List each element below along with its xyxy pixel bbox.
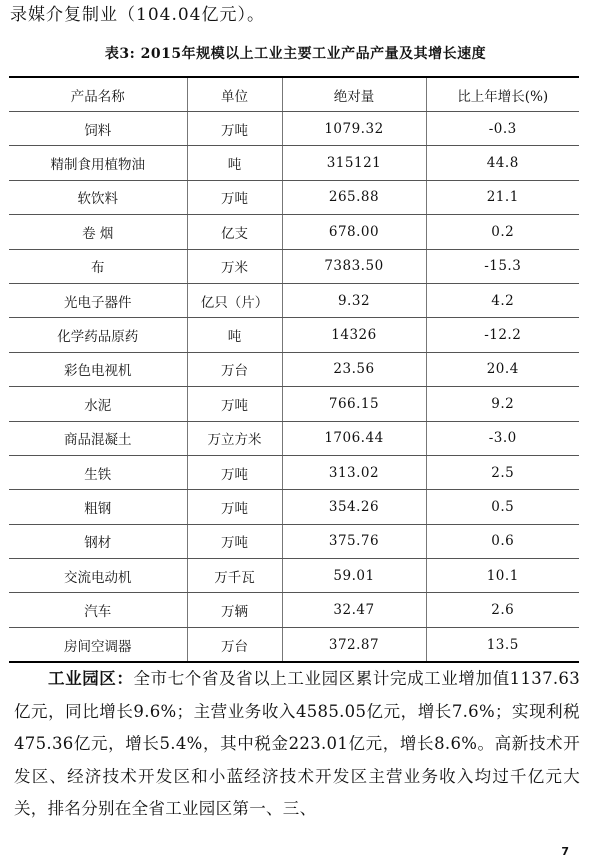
table-row [9, 490, 579, 524]
cell-product-name: 精制食用植物油 [9, 146, 187, 180]
cell-growth: 4.2 [426, 283, 579, 317]
preceding-text-line: 录媒介复制业（104.04亿元）。 [10, 5, 265, 25]
cell-amount: 1706.44 [282, 421, 426, 455]
cell-amount: 315121 [282, 146, 426, 180]
cell-growth: -3.0 [426, 421, 579, 455]
cell-amount: 354.26 [282, 490, 426, 524]
cell-unit: 万立方米 [187, 421, 282, 455]
header-product-name: 产品名称 [9, 77, 187, 112]
cell-growth: 20.4 [426, 352, 579, 386]
table-row [9, 455, 579, 489]
cell-amount: 32.47 [282, 593, 426, 627]
cell-amount: 375.76 [282, 524, 426, 558]
cell-amount: 7383.50 [282, 249, 426, 283]
cell-amount: 313.02 [282, 455, 426, 489]
cell-growth: 9.2 [426, 387, 579, 421]
table-row [9, 249, 579, 283]
cell-growth: 13.5 [426, 627, 579, 662]
cell-product-name: 商品混凝土 [9, 421, 187, 455]
header-amount: 绝对量 [282, 77, 426, 112]
cell-growth: 2.6 [426, 593, 579, 627]
table-row [9, 180, 579, 214]
cell-unit: 亿支 [187, 215, 282, 249]
cell-product-name: 水泥 [9, 387, 187, 421]
cell-product-name: 交流电动机 [9, 559, 187, 593]
header-growth: 比上年增长(%) [426, 77, 579, 112]
cell-unit: 万吨 [187, 490, 282, 524]
paragraph-body: 全市七个省及省以上工业园区累计完成工业增加值1137.63亿元，同比增长9.6%；主营业务收入4585.05亿元，增长7.6%；实现利税475.36亿元，增长5.4%，其中税金223.01亿元，增长8.6%。高新技术开发区、经济技术开发区和小蓝经济技术开发区主营业务收入均过千亿元大关，排名分别在全省工业园区第一、三、 [14, 669, 581, 818]
cell-amount: 59.01 [282, 559, 426, 593]
cell-growth: 0.2 [426, 215, 579, 249]
cell-amount: 1079.32 [282, 112, 426, 146]
cell-product-name: 光电子器件 [9, 283, 187, 317]
cell-amount: 9.32 [282, 283, 426, 317]
cell-product-name: 饲料 [9, 112, 187, 146]
table-header-row [9, 77, 579, 112]
cell-unit: 万吨 [187, 180, 282, 214]
industrial-park-paragraph [14, 663, 580, 826]
cell-amount: 23.56 [282, 352, 426, 386]
table-row [9, 146, 579, 180]
cell-unit: 万台 [187, 352, 282, 386]
cell-amount: 14326 [282, 318, 426, 352]
table-row [9, 352, 579, 386]
table-row [9, 593, 579, 627]
cell-growth: 44.8 [426, 146, 579, 180]
product-output-table [9, 76, 579, 663]
cell-product-name: 布 [9, 249, 187, 283]
table-row [9, 559, 579, 593]
cell-unit: 万台 [187, 627, 282, 662]
cell-growth: 0.6 [426, 524, 579, 558]
cell-product-name: 软饮料 [9, 180, 187, 214]
cell-unit: 万千瓦 [187, 559, 282, 593]
table-row [9, 318, 579, 352]
page-number: 7 [561, 845, 569, 858]
cell-amount: 372.87 [282, 627, 426, 662]
table-row [9, 524, 579, 558]
cell-growth: -15.3 [426, 249, 579, 283]
cell-growth: 21.1 [426, 180, 579, 214]
cell-product-name: 卷 烟 [9, 215, 187, 249]
cell-unit: 万辆 [187, 593, 282, 627]
cell-growth: -0.3 [426, 112, 579, 146]
table-row [9, 215, 579, 249]
cell-unit: 万吨 [187, 455, 282, 489]
cell-growth: 0.5 [426, 490, 579, 524]
paragraph-lead: 工业园区： [48, 669, 134, 688]
cell-product-name: 生铁 [9, 455, 187, 489]
cell-product-name: 钢材 [9, 524, 187, 558]
cell-unit: 亿只（片） [187, 283, 282, 317]
table-row [9, 112, 579, 146]
cell-product-name: 汽车 [9, 593, 187, 627]
table-row [9, 283, 579, 317]
cell-product-name: 化学药品原药 [9, 318, 187, 352]
table-row [9, 387, 579, 421]
table-row [9, 421, 579, 455]
header-unit: 单位 [187, 77, 282, 112]
cell-amount: 766.15 [282, 387, 426, 421]
cell-growth: 10.1 [426, 559, 579, 593]
cell-product-name: 房间空调器 [9, 627, 187, 662]
cell-unit: 万吨 [187, 524, 282, 558]
cell-amount: 678.00 [282, 215, 426, 249]
cell-unit: 吨 [187, 146, 282, 180]
cell-amount: 265.88 [282, 180, 426, 214]
table-row [9, 627, 579, 662]
table-title: 表3: 2015年规模以上工业主要工业产品产量及其增长速度 [104, 46, 487, 62]
cell-growth: -12.2 [426, 318, 579, 352]
cell-product-name: 彩色电视机 [9, 352, 187, 386]
cell-unit: 吨 [187, 318, 282, 352]
cell-product-name: 粗钢 [9, 490, 187, 524]
cell-unit: 万吨 [187, 112, 282, 146]
cell-growth: 2.5 [426, 455, 579, 489]
cell-unit: 万吨 [187, 387, 282, 421]
cell-unit: 万米 [187, 249, 282, 283]
